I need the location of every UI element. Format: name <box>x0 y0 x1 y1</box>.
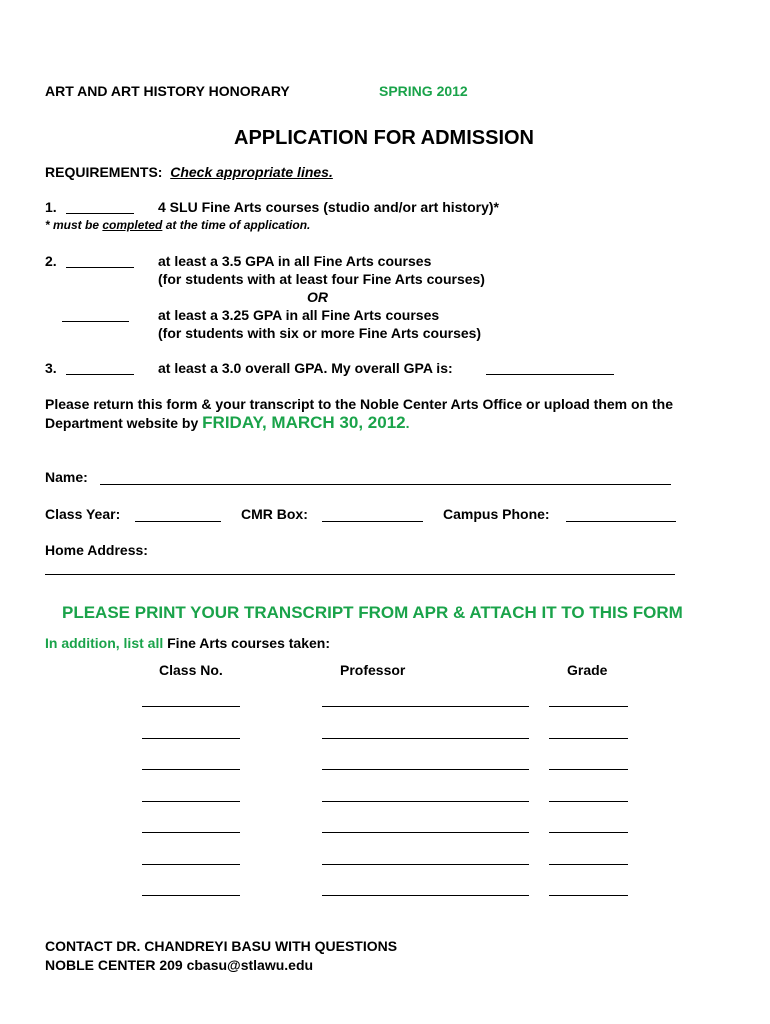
campus-phone-input-line[interactable] <box>566 521 676 522</box>
req3-text: at least a 3.0 overall GPA. My overall GPA is: <box>158 360 453 376</box>
grade-entry-line[interactable] <box>549 895 628 896</box>
requirements-instruction: Check appropriate lines. <box>170 164 333 180</box>
return-instructions-line2 <box>45 413 410 433</box>
course-list-prefix: In addition, list all <box>45 635 164 651</box>
course-list-suffix: Fine Arts courses taken: <box>163 635 330 651</box>
grade-entry-line[interactable] <box>549 801 628 802</box>
req3-check-line[interactable] <box>66 374 134 375</box>
professor-entry-line[interactable] <box>322 895 529 896</box>
req1-check-line[interactable] <box>66 213 134 214</box>
term-label: SPRING 2012 <box>379 83 468 99</box>
class-no-entry-line[interactable] <box>142 832 240 833</box>
professor-entry-line[interactable] <box>322 738 529 739</box>
return-instructions-line1: Please return this form & your transcript to the Noble Center Arts Office or upload them on the <box>45 396 674 412</box>
class-year-label: Class Year: <box>45 506 121 522</box>
gpa-input-line[interactable] <box>486 374 614 375</box>
name-label: Name: <box>45 469 88 485</box>
column-grade: Grade <box>567 662 608 678</box>
req2-number: 2. <box>45 253 57 269</box>
grade-entry-line[interactable] <box>549 769 628 770</box>
deadline-period: . <box>405 415 410 431</box>
req1-note-part: at the time of application. <box>162 218 311 232</box>
professor-entry-line[interactable] <box>322 801 529 802</box>
grade-entry-line[interactable] <box>549 738 628 739</box>
grade-entry-line[interactable] <box>549 864 628 865</box>
requirements-label: REQUIREMENTS: <box>45 164 163 180</box>
campus-phone-label: Campus Phone: <box>443 506 550 522</box>
req2-line3: at least a 3.25 GPA in all Fine Arts courses <box>158 307 440 323</box>
class-no-entry-line[interactable] <box>142 706 240 707</box>
column-professor: Professor <box>340 662 406 678</box>
grade-entry-line[interactable] <box>549 706 628 707</box>
cmr-box-input-line[interactable] <box>322 521 423 522</box>
column-class-no: Class No. <box>159 662 223 678</box>
deadline-date: FRIDAY, MARCH 30, 2012 <box>202 413 406 432</box>
grade-entry-line[interactable] <box>549 832 628 833</box>
req2-check-line-a[interactable] <box>66 267 134 268</box>
class-no-entry-line[interactable] <box>142 801 240 802</box>
return-instructions-text: Department website by <box>45 415 203 431</box>
professor-entry-line[interactable] <box>322 864 529 865</box>
transcript-banner: PLEASE PRINT YOUR TRANSCRIPT FROM APR & ATTACH IT TO THIS FORM <box>62 603 683 622</box>
contact-line2: NOBLE CENTER 209 cbasu@stlawu.edu <box>45 957 314 973</box>
req2-line2: (for students with at least four Fine Arts courses) <box>158 271 485 287</box>
class-no-entry-line[interactable] <box>142 864 240 865</box>
page-title: APPLICATION FOR ADMISSION <box>234 127 534 149</box>
home-address-input-line[interactable] <box>45 574 675 575</box>
home-address-label: Home Address: <box>45 542 148 558</box>
org-name: ART AND ART HISTORY HONORARY <box>45 83 290 99</box>
professor-entry-line[interactable] <box>322 769 529 770</box>
req1-note <box>45 218 310 232</box>
req1-text: 4 SLU Fine Arts courses (studio and/or art history)* <box>158 199 499 215</box>
contact-line1: CONTACT DR. CHANDREYI BASU WITH QUESTIONS <box>45 938 398 954</box>
req2-line4: (for students with six or more Fine Arts courses) <box>158 325 482 341</box>
cmr-box-label: CMR Box: <box>241 506 308 522</box>
req1-note-emphasis: completed <box>102 218 163 232</box>
class-year-input-line[interactable] <box>135 521 221 522</box>
requirements-heading <box>45 164 333 180</box>
class-no-entry-line[interactable] <box>142 738 240 739</box>
professor-entry-line[interactable] <box>322 706 529 707</box>
req2-or: OR <box>307 289 328 305</box>
professor-entry-line[interactable] <box>322 832 529 833</box>
class-no-entry-line[interactable] <box>142 895 240 896</box>
req2-check-line-b[interactable] <box>62 321 129 322</box>
req1-note-part: * must be <box>45 218 103 232</box>
req3-number: 3. <box>45 360 57 376</box>
req1-number: 1. <box>45 199 57 215</box>
req2-line1: at least a 3.5 GPA in all Fine Arts courses <box>158 253 432 269</box>
name-input-line[interactable] <box>100 484 671 485</box>
course-list-instruction <box>45 635 330 651</box>
class-no-entry-line[interactable] <box>142 769 240 770</box>
